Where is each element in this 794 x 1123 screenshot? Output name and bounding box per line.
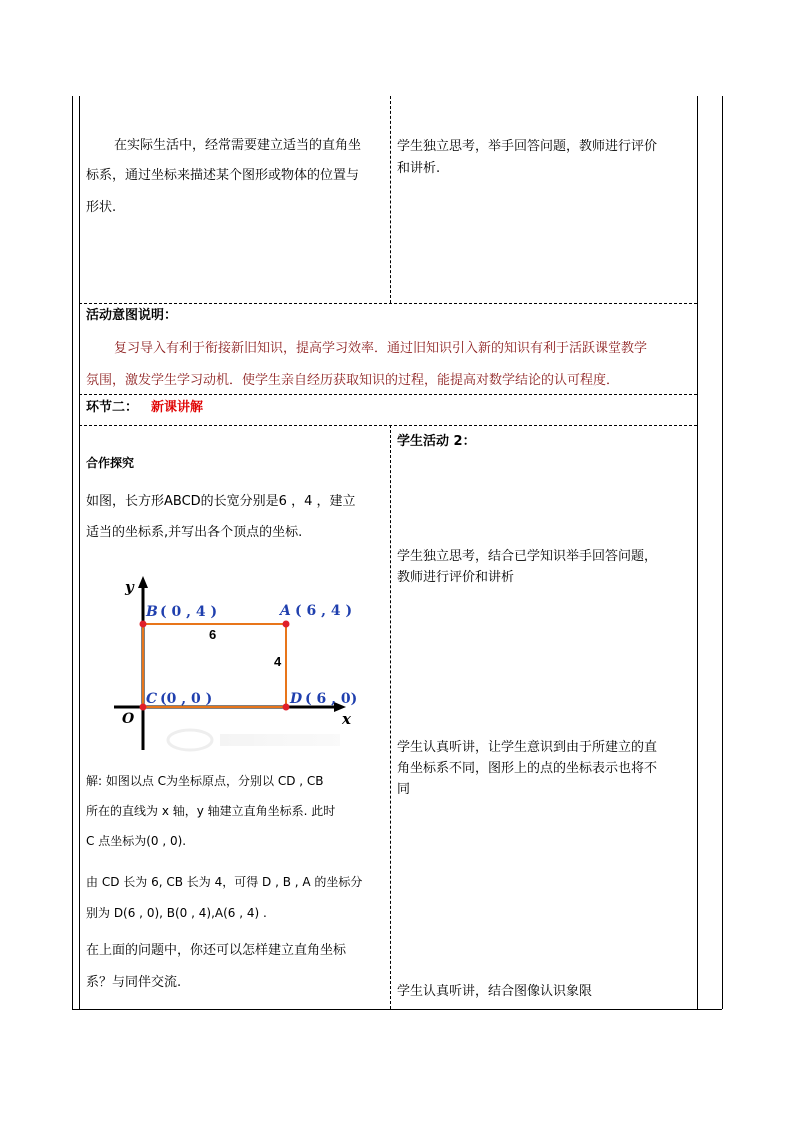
origin-label: O [122, 711, 135, 727]
question-line-1: 在上面的问题中，你还可以怎样建立直角坐标 [86, 943, 347, 958]
solution-line-2: 所在的直线为 x 轴，y 轴建立直角坐标系. 此时 [86, 804, 336, 818]
student-line-2: 和讲析. [397, 161, 441, 176]
label-a-letter: A [280, 603, 291, 619]
point-b [140, 621, 147, 628]
intro-line-3: 形状. [86, 200, 117, 215]
problem-line-1: 如图，长方形ABCD的长宽分别是6 ，4 ，建立 [86, 494, 356, 509]
label-b-letter: B [146, 604, 158, 620]
column-divider-top [390, 96, 391, 303]
table-right-border [722, 96, 723, 1009]
row-divider-3 [79, 425, 697, 426]
subheading: 合作探究 [86, 456, 135, 470]
intent-line-1: 复习导入有利于衔接新旧知识，提高学习效率．通过旧知识引入新的知识有利于活跃课堂教学 [114, 341, 648, 356]
row-divider-2 [79, 394, 697, 395]
coordinate-figure [110, 572, 360, 757]
table-right-inner-border [697, 96, 698, 1009]
label-c-coords: (0 , 0 ) [160, 691, 213, 707]
height-label: 4 [274, 654, 282, 669]
intro-line-1: 在实际生活中，经常需要建立适当的直角坐 [114, 138, 362, 153]
note3: 学生认真听讲，结合图像认识象限 [397, 984, 593, 999]
label-c-letter: C [146, 691, 158, 707]
note1-line-1: 学生独立思考，结合已学知识举手回答问题， [397, 549, 658, 564]
activity-title: 学生活动 2： [397, 434, 476, 449]
intent-line-2: 氛围，激发学生学习动机．使学生亲自经历获取知识的过程，能提高对数学结论的认可程度． [86, 373, 620, 388]
derive-line-2: 别为 D(6 , 0), B(0 , 4),A(6 , 4) . [86, 906, 267, 920]
table-inner-left-border [79, 96, 80, 1009]
intent-heading: 活动意图说明： [86, 308, 178, 323]
problem-line-2: 适当的坐标系,并写出各个顶点的坐标. [86, 525, 303, 540]
derive-line-1: 由 CD 长为 6, CB 长为 4，可得 D , B , A 的坐标分 [86, 875, 363, 889]
watermark [168, 730, 340, 750]
table-left-border [72, 96, 73, 1009]
student-line-1: 学生独立思考，举手回答问题，教师进行评价 [397, 139, 658, 154]
y-axis-label: y [125, 578, 134, 596]
table-bottom-border [72, 1009, 722, 1010]
intro-line-2: 标系，通过坐标来描述某个图形或物体的位置与 [86, 168, 360, 183]
section-label: 环节二： [86, 400, 139, 415]
solution-line-3: C 点坐标为(0 , 0). [86, 834, 187, 848]
solution-line-1: 解: 如图以点 C为坐标原点，分别以 CD , CB [86, 774, 324, 788]
note2-line-3: 同 [397, 782, 411, 797]
y-axis-arrow [138, 576, 148, 588]
label-d-coords: ( 6 , 0) [305, 691, 358, 707]
point-a [283, 621, 290, 628]
note2-line-1: 学生认真听讲，让学生意识到由于所建立的直 [397, 740, 658, 755]
question-line-2: 系？与同伴交流. [86, 975, 182, 990]
label-a-coords: ( 6 , 4 ) [295, 603, 353, 619]
label-d-letter: D [290, 691, 303, 707]
width-label: 6 [209, 627, 217, 642]
note1-line-2: 教师进行评价和讲析 [397, 570, 515, 585]
label-b-coords: ( 0 , 4 ) [160, 604, 218, 620]
x-axis-label: x [342, 710, 351, 728]
note2-line-2: 角坐标系不同，图形上的点的坐标表示也将不 [397, 761, 658, 776]
section-title: 新课讲解 [151, 400, 204, 415]
point-d [283, 704, 290, 711]
column-divider-bottom [390, 425, 391, 1009]
